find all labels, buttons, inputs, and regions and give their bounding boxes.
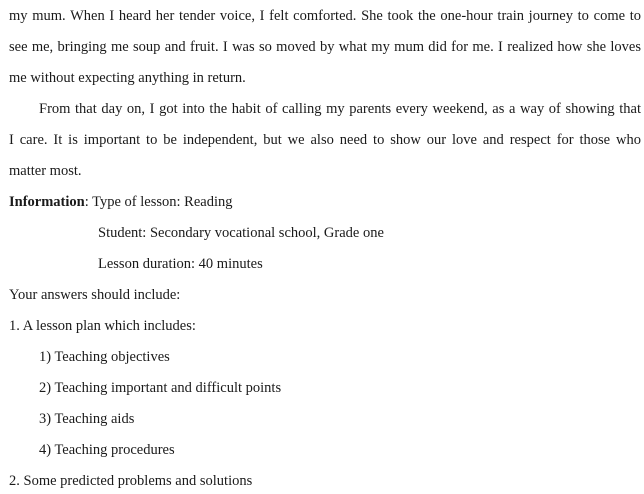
subitem-teaching-aids: 3) Teaching aids (39, 411, 135, 427)
passage-line-4: From that day on, I got into the habit of calling my parents every weekend, as a way of showing that (39, 101, 641, 117)
subitem-teaching-objectives: 1) Teaching objectives (39, 349, 170, 365)
student-info: Student: Secondary vocational school, Grade one (98, 225, 384, 241)
information-separator: : (84, 194, 89, 210)
lesson-type: Type of lesson: Reading (92, 194, 233, 210)
subitem-important-difficult-points: 2) Teaching important and difficult points (39, 380, 282, 396)
answer-item-2: 2. Some predicted problems and solutions (9, 473, 253, 489)
subitem-teaching-procedures: 4) Teaching procedures (39, 442, 175, 458)
answer-item-1: 1. A lesson plan which includes: (9, 318, 196, 334)
passage-line-2: see me, bringing me soup and fruit. I was so moved by what my mum did for me. I realized how she loves (9, 39, 641, 55)
passage-line-3: me without expecting anything in return. (9, 70, 246, 86)
answers-intro: Your answers should include: (9, 287, 181, 303)
information-row (9, 193, 232, 211)
passage-line-1: my mum. When I heard her tender voice, I felt comforted. She took the one-hour train journey to come to (9, 8, 641, 24)
passage-line-6: matter most. (9, 163, 82, 179)
lesson-duration: Lesson duration: 40 minutes (98, 256, 263, 272)
information-label: Information (9, 194, 85, 210)
passage-line-5: I care. It is important to be independent, but we also need to show our love and respect for those who (9, 132, 641, 148)
